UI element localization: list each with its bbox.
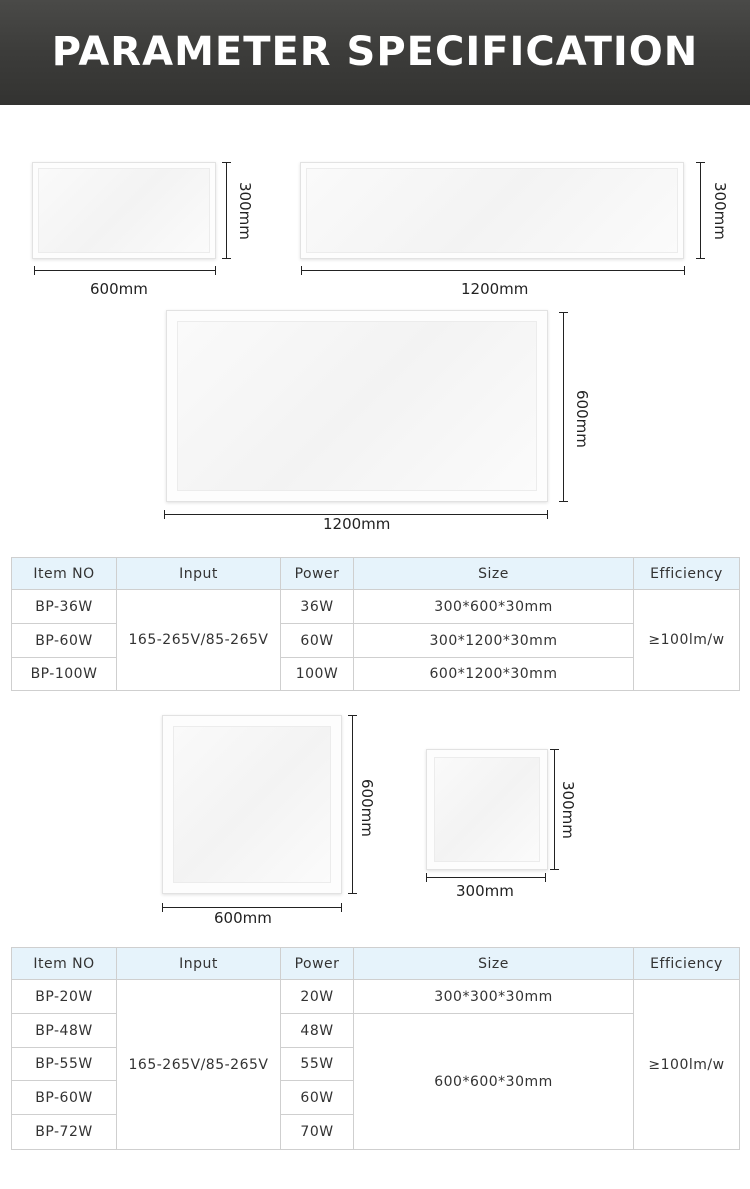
spec-table-rectangular — [11, 557, 740, 691]
dimension-line — [301, 270, 685, 271]
header-power: Power — [281, 558, 354, 590]
header-item-no: Item NO — [12, 558, 117, 590]
header-efficiency: Efficiency — [634, 948, 740, 980]
cell-size: 300*600*30mm — [354, 590, 634, 624]
header-size: Size — [354, 948, 634, 980]
dimension-line — [554, 749, 555, 870]
header-item-no: Item NO — [12, 948, 117, 980]
page-title: PARAMETER SPECIFICATION — [51, 29, 699, 75]
dimension-line — [563, 312, 564, 502]
panel-b-width-label: 1200mm — [461, 280, 529, 298]
cell-power: 60W — [281, 1081, 354, 1115]
dimension-line — [162, 907, 342, 908]
cell-input: 165-265V/85-265V — [117, 590, 281, 691]
cell-item: BP-72W — [12, 1115, 117, 1150]
cell-power: 20W — [281, 980, 354, 1014]
panel-600x300 — [32, 162, 216, 259]
cell-power: 55W — [281, 1048, 354, 1081]
header-input: Input — [117, 558, 281, 590]
header-banner — [0, 0, 750, 105]
cell-item: BP-55W — [12, 1048, 117, 1081]
panel-a-height-label: 300mm — [236, 182, 254, 240]
cell-power: 60W — [281, 624, 354, 658]
cell-power: 36W — [281, 590, 354, 624]
cell-efficiency: ≥100lm/w — [634, 980, 740, 1150]
cell-item: BP-48W — [12, 1014, 117, 1048]
table-row — [12, 590, 740, 624]
panel-e-width-label: 300mm — [456, 882, 514, 900]
panel-1200x600 — [166, 310, 548, 502]
panel-600x600 — [162, 715, 342, 894]
cell-power: 70W — [281, 1115, 354, 1150]
dimension-line — [226, 162, 227, 259]
cell-item: BP-60W — [12, 1081, 117, 1115]
cell-input: 165-265V/85-265V — [117, 980, 281, 1150]
panel-300x300 — [426, 749, 548, 870]
cell-item: BP-60W — [12, 624, 117, 658]
cell-size: 300*1200*30mm — [354, 624, 634, 658]
dimension-line — [426, 877, 546, 878]
panel-a-width-label: 600mm — [90, 280, 148, 298]
panel-1200x300 — [300, 162, 684, 259]
cell-item: BP-100W — [12, 658, 117, 691]
panel-b-height-label: 300mm — [711, 182, 729, 240]
table-row — [12, 980, 740, 1014]
cell-power: 100W — [281, 658, 354, 691]
cell-size: 600*600*30mm — [354, 1014, 634, 1150]
cell-size: 300*300*30mm — [354, 980, 634, 1014]
table-header-row — [12, 558, 740, 590]
header-size: Size — [354, 558, 634, 590]
cell-item: BP-36W — [12, 590, 117, 624]
header-efficiency: Efficiency — [634, 558, 740, 590]
cell-efficiency: ≥100lm/w — [634, 590, 740, 691]
cell-power: 48W — [281, 1014, 354, 1048]
dimension-line — [352, 715, 353, 894]
panel-c-width-label: 1200mm — [323, 515, 391, 533]
panel-d-height-label: 600mm — [358, 779, 376, 837]
dimension-line — [34, 270, 216, 271]
header-input: Input — [117, 948, 281, 980]
dimension-line — [700, 162, 701, 259]
table-header-row — [12, 948, 740, 980]
cell-size: 600*1200*30mm — [354, 658, 634, 691]
panel-d-width-label: 600mm — [214, 909, 272, 927]
panel-c-height-label: 600mm — [573, 390, 591, 448]
panel-e-height-label: 300mm — [559, 781, 577, 839]
spec-table-square — [11, 947, 740, 1150]
header-power: Power — [281, 948, 354, 980]
cell-item: BP-20W — [12, 980, 117, 1014]
